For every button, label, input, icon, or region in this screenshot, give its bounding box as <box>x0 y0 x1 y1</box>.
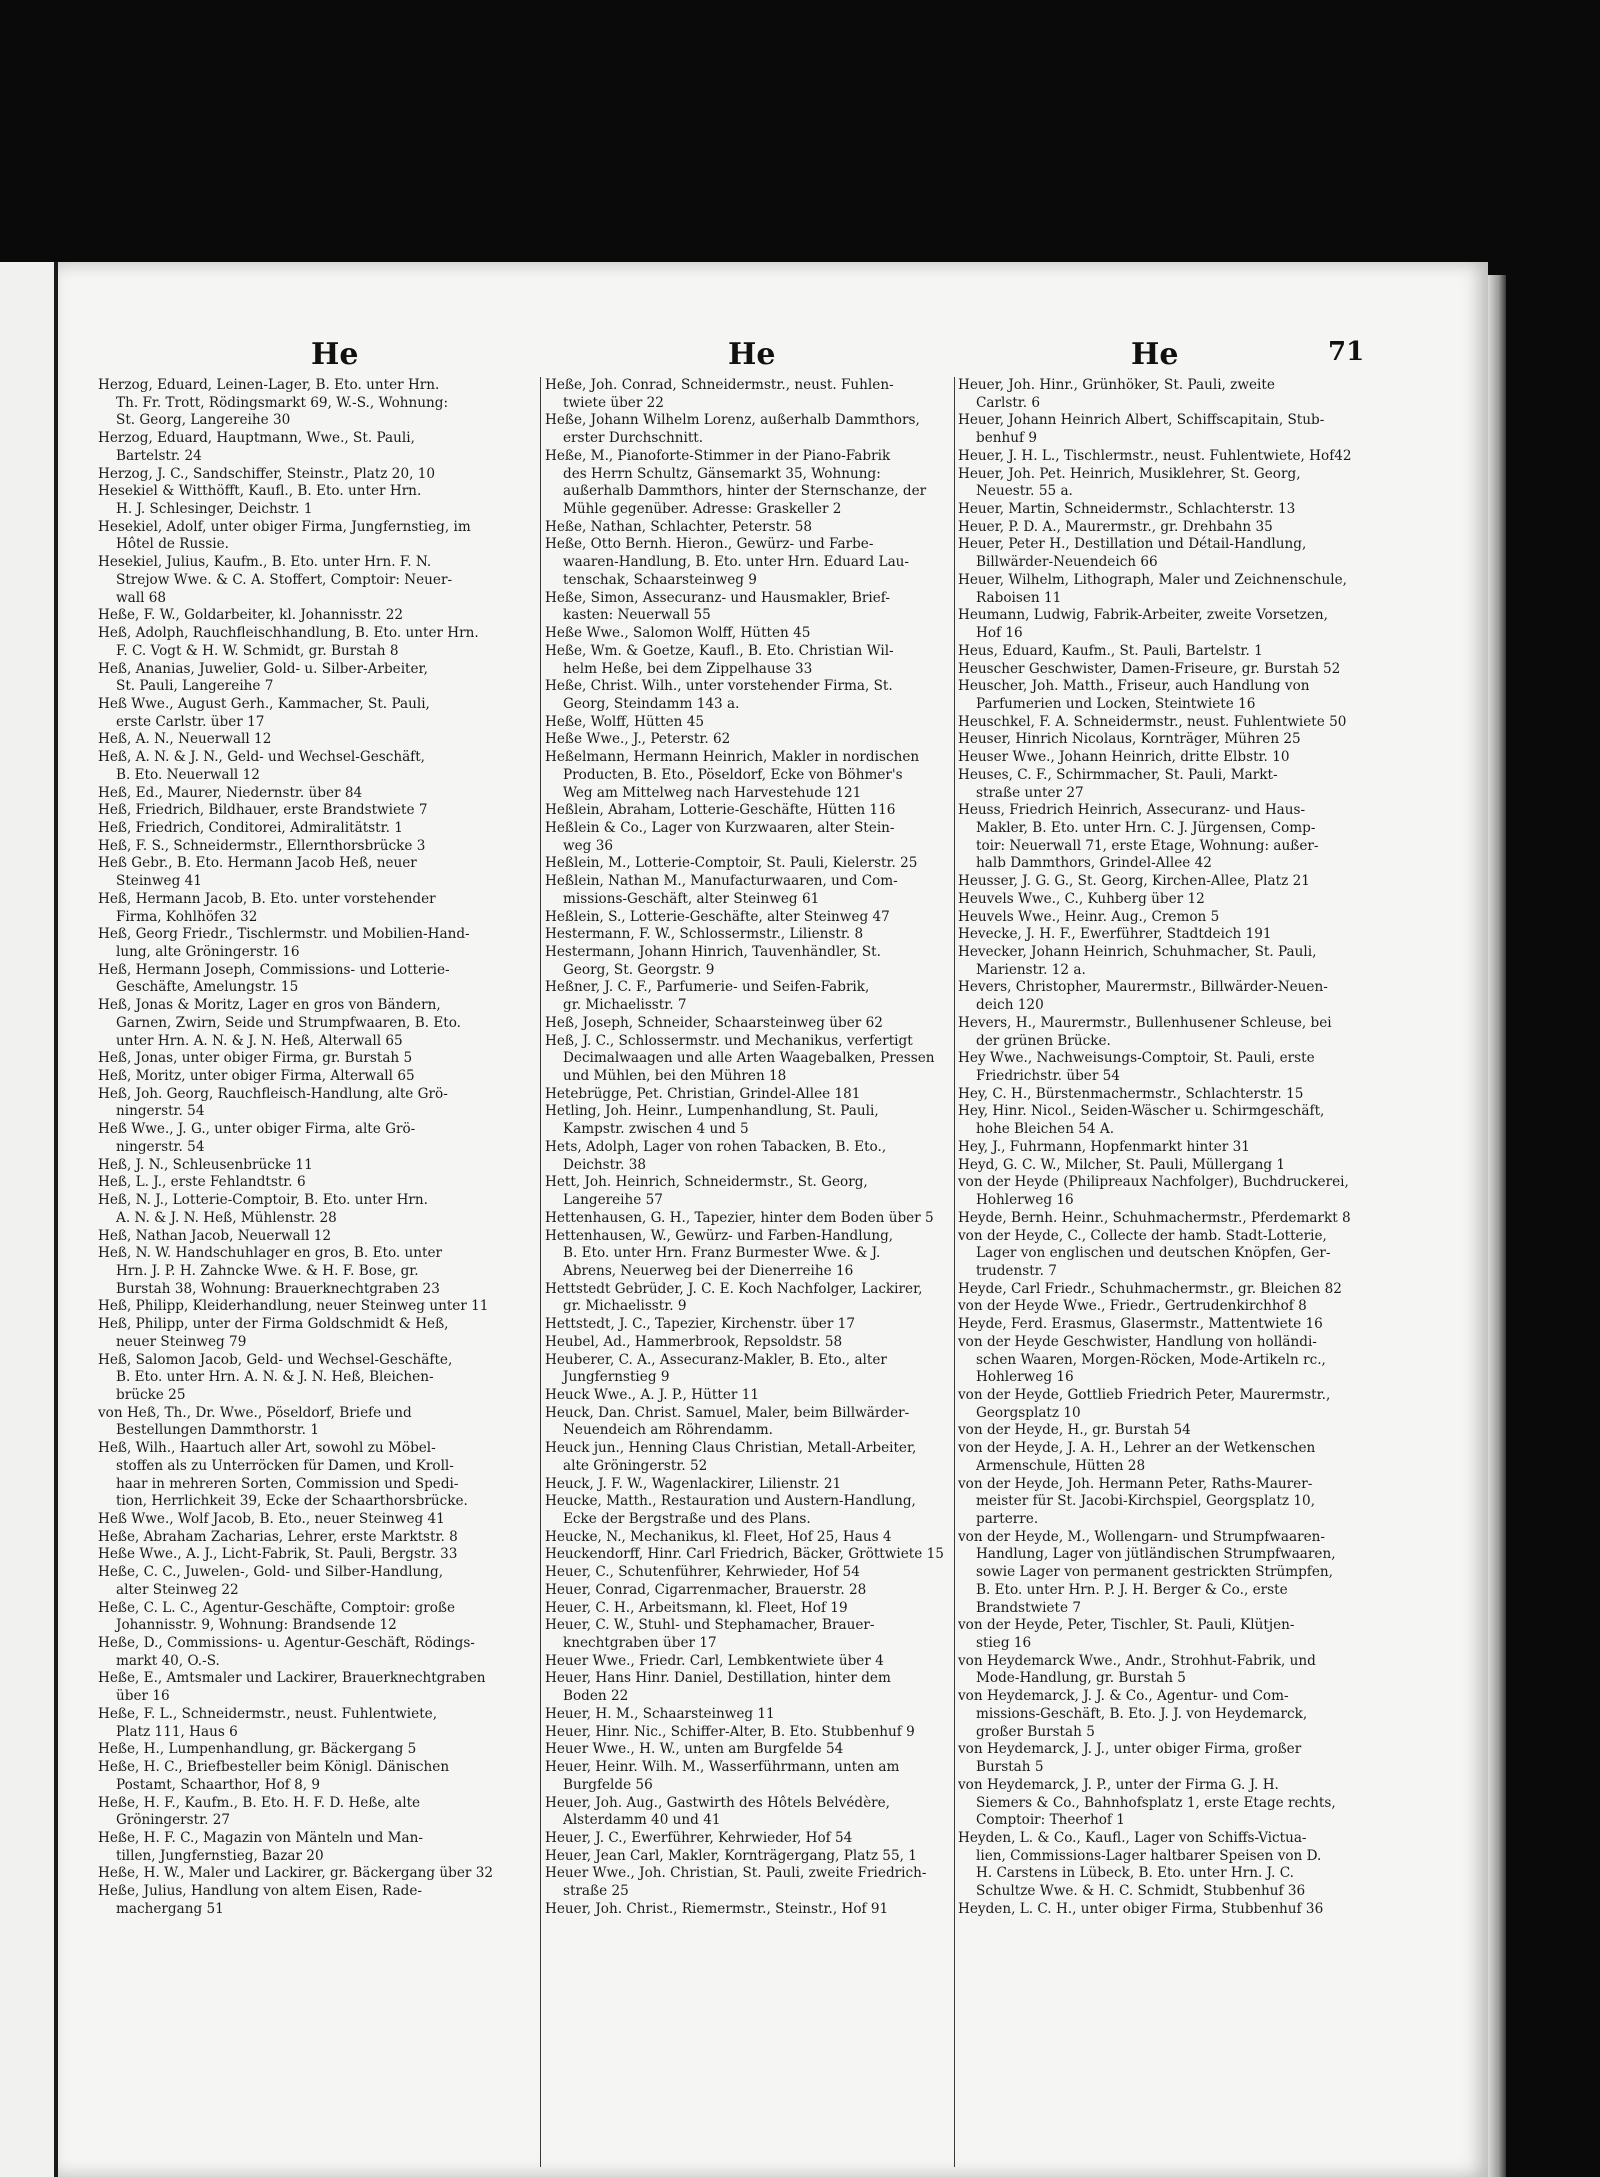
entry-continuation: ningerstr. 54 <box>116 1103 205 1120</box>
directory-entry: Heße, Wm. & Goetze, Kaufl., B. Eto. Christian Wil- <box>545 642 894 659</box>
directory-entry: Heß, A. N., Neuerwall 12 <box>98 731 272 748</box>
page-edge-shadow <box>1488 275 1506 2177</box>
directory-entry: Heuer Wwe., Joh. Christian, St. Pauli, zweite Friedrich- <box>545 1865 927 1882</box>
column-divider-1 <box>540 377 541 2167</box>
directory-entry: Hetebrügge, Pet. Christian, Grindel-Allee 181 <box>545 1085 861 1102</box>
directory-entry: Heuer, H. M., Schaarsteinweg 11 <box>545 1705 775 1722</box>
directory-entry: Heß, Friedrich, Conditorei, Admiralitätstr. 1 <box>98 819 403 836</box>
directory-entry: von der Heyde, C., Collecte der hamb. Stadt-Lotterie, <box>958 1227 1327 1244</box>
entry-continuation: trudenstr. 7 <box>976 1262 1057 1279</box>
entry-continuation: stoffen als zu Unterröcken für Damen, und Kroll- <box>116 1457 454 1474</box>
entry-continuation: Kampstr. zwischen 4 und 5 <box>563 1121 749 1138</box>
entry-continuation: B. Eto. Neuerwall 12 <box>116 766 260 783</box>
directory-entry: Heuer, P. D. A., Maurermstr., gr. Drehbahn 35 <box>958 518 1273 535</box>
directory-entry: Heuss, Friedrich Heinrich, Assecuranz- und Haus- <box>958 802 1306 819</box>
directory-entry: Heuer, Heinr. Wilh. M., Wasserführmann, unten am <box>545 1759 900 1776</box>
directory-entry: Heuer, Johann Heinrich Albert, Schiffscapitain, Stub- <box>958 412 1325 429</box>
header-right: He <box>1131 337 1179 372</box>
entry-continuation: und Mühlen, bei den Mühren 18 <box>563 1068 787 1085</box>
directory-entry: Heuer, C. H., Arbeitsmann, kl. Fleet, Hof 19 <box>545 1599 848 1616</box>
entry-continuation: sowie Lager von permanent gestrickten Strümpfen, <box>976 1564 1333 1581</box>
entry-continuation: Gröningerstr. 27 <box>116 1812 231 1829</box>
entry-continuation: schen Waaren, Morgen-Röcken, Mode-Artikeln rc., <box>976 1351 1326 1368</box>
column-divider-2 <box>954 377 955 2167</box>
directory-entry: Heuer, Joh. Aug., Gastwirth des Hôtels Belvédère, <box>545 1794 890 1811</box>
directory-entry: Hey, J., Fuhrmann, Hopfenmarkt hinter 31 <box>958 1138 1250 1155</box>
directory-entry: Hestermann, Johann Hinrich, Tauvenhändler, St. <box>545 944 881 960</box>
directory-entry: Heß, Friedrich, Bildhauer, erste Brandstwiete 7 <box>98 802 428 819</box>
directory-entry: Heßlein, Abraham, Lotterie-Geschäfte, Hütten 116 <box>545 802 896 819</box>
directory-entry: Heß Wwe., J. G., unter obiger Firma, alte Grö- <box>98 1121 416 1138</box>
directory-entry: Heße, C. L. C., Agentur-Geschäfte, Comptoir: große <box>98 1599 456 1616</box>
directory-entry: Heuschkel, F. A. Schneidermstr., neust. Fuhlentwiete 50 <box>958 713 1347 730</box>
directory-entry: Heuberer, C. A., Assecuranz-Makler, B. Eto., alter <box>545 1351 887 1368</box>
entry-continuation: Burstah 38, Wohnung: Brauerknechtgraben 23 <box>116 1280 440 1297</box>
entry-continuation: Garnen, Zwirn, Seide und Strumpfwaaren, B. Eto. <box>116 1014 462 1031</box>
entry-continuation: Firma, Kohlhöfen 32 <box>116 908 258 925</box>
directory-entry: Heße, Christ. Wilh., unter vorstehender Firma, St. <box>545 678 893 695</box>
entry-continuation: benhuf 9 <box>976 430 1038 447</box>
entry-continuation: lien, Commissions-Lager haltbarer Speisen von D. <box>976 1847 1322 1864</box>
entry-continuation: St. Pauli, Langereihe 7 <box>116 678 274 695</box>
entry-continuation: der grünen Brücke. <box>976 1032 1111 1049</box>
entry-continuation: gr. Michaelisstr. 7 <box>563 997 687 1014</box>
entry-continuation: wall 68 <box>116 589 167 606</box>
directory-entry: Heuer, Joh. Pet. Heinrich, Musiklehrer, St. Georg, <box>958 465 1301 482</box>
entry-continuation: Weg am Mittelweg nach Harvestehude 121 <box>563 784 862 801</box>
directory-entry: Heß, Joh. Georg, Rauchfleisch-Handlung, alte Grö- <box>98 1085 448 1102</box>
entry-continuation: Bestellungen Dammthorstr. 1 <box>116 1422 319 1439</box>
directory-entry: Hesekiel, Adolf, unter obiger Firma, Jungfernstieg, im <box>98 518 471 535</box>
entry-continuation: H. J. Schlesinger, Deichstr. 1 <box>116 501 313 518</box>
entry-continuation: Georg, Steindamm 143 a. <box>563 695 740 712</box>
entry-continuation: twiete über 22 <box>563 394 664 411</box>
page-number: 71 <box>1328 337 1365 367</box>
directory-entry: Heße, Wolff, Hütten 45 <box>545 713 705 730</box>
directory-entry: Heße, H., Lumpenhandlung, gr. Bäckergang 5 <box>98 1741 417 1758</box>
directory-entry: Heuer, Conrad, Cigarrenmacher, Brauerstr. 28 <box>545 1581 867 1598</box>
directory-entry: Heß, Jonas, unter obiger Firma, gr. Burstah 5 <box>98 1050 413 1067</box>
directory-entry: Heß, L. J., erste Fehlandtstr. 6 <box>98 1174 306 1191</box>
entry-continuation: Platz 111, Haus 6 <box>116 1723 238 1740</box>
directory-entry: Heuer, J. H. L., Tischlermstr., neust. Fuhlentwiete, Hof42 <box>958 447 1352 464</box>
directory-entry: Heyde, Carl Friedr., Schuhmachermstr., gr. Bleichen 82 <box>958 1280 1342 1297</box>
entry-continuation: alter Steinweg 22 <box>116 1581 239 1598</box>
directory-entry: Heuer, Joh. Hinr., Grünhöker, St. Pauli, zweite <box>958 377 1275 393</box>
directory-entry: Heße, Nathan, Schlachter, Peterstr. 58 <box>545 518 813 535</box>
directory-entry: Hets, Adolph, Lager von rohen Tabacken, B. Eto., <box>545 1138 887 1155</box>
directory-entry: Heucke, N., Mechanikus, kl. Fleet, Hof 25, Haus 4 <box>545 1528 892 1545</box>
directory-entry: Heße, F. W., Goldarbeiter, kl. Johannisstr. 22 <box>98 607 404 624</box>
directory-entry: Hettstedt Gebrüder, J. C. E. Koch Nachfolger, Lackirer, <box>545 1280 923 1297</box>
directory-entry: Heucke, Matth., Restauration und Austern-Handlung, <box>545 1493 916 1510</box>
entry-continuation: Steinweg 41 <box>116 873 202 890</box>
directory-entry: Heß, Georg Friedr., Tischlermstr. und Mobilien-Hand- <box>98 926 470 943</box>
column-2 <box>545 377 950 2167</box>
entry-continuation: Bartelstr. 24 <box>116 447 202 464</box>
directory-entry: Heße, H. F., Kaufm., B. Eto. H. F. D. Heße, alte <box>98 1794 421 1811</box>
entry-continuation: Raboisen 11 <box>976 589 1062 606</box>
entry-continuation: außerhalb Dammthors, hinter der Sternschanze, der <box>563 483 927 500</box>
column-3 <box>958 377 1388 2167</box>
directory-entry: Heuer, C., Schutenführer, Kehrwieder, Hof 54 <box>545 1564 860 1581</box>
directory-entry: Heßlein, Nathan M., Manufacturwaaren, und Com- <box>545 873 898 890</box>
directory-entry: Heßner, J. C. F., Parfumerie- und Seifen-Fabrik, <box>545 979 870 996</box>
entry-continuation: Mühle gegenüber. Adresse: Graskeller 2 <box>563 501 842 518</box>
directory-entry: von der Heyde, Joh. Hermann Peter, Raths-Maurer- <box>958 1475 1313 1492</box>
directory-entry: Heyden, L. & Co., Kaufl., Lager von Schiffs-Victua- <box>958 1829 1307 1846</box>
entry-continuation: Hôtel de Russie. <box>116 536 229 553</box>
directory-entry: Heß, Jonas & Moritz, Lager en gros von Bändern, <box>98 997 441 1014</box>
entry-continuation: Makler, B. Eto. unter Hrn. C. J. Jürgensen, Comp- <box>976 819 1316 836</box>
entry-continuation: Marienstr. 12 a. <box>976 961 1086 978</box>
directory-entry: Hevers, Christopher, Maurermstr., Billwärder-Neuen- <box>958 979 1328 996</box>
entry-continuation: Postamt, Schaarthor, Hof 8, 9 <box>116 1776 321 1793</box>
entry-continuation: Boden 22 <box>563 1688 629 1705</box>
entry-continuation: straße unter 27 <box>976 784 1084 801</box>
facing-page-edge <box>0 262 58 2177</box>
entry-continuation: Johannisstr. 9, Wohnung: Brandsende 12 <box>116 1617 397 1634</box>
entry-continuation: Siemers & Co., Bahnhofsplatz 1, erste Etage rechts, <box>976 1794 1336 1811</box>
directory-entry: Heßlein, S., Lotterie-Geschäfte, alter Steinweg 47 <box>545 908 890 925</box>
entry-continuation: Burstah 5 <box>976 1759 1044 1776</box>
directory-entry: Heße Wwe., J., Peterstr. 62 <box>545 731 731 748</box>
directory-entry: Heuscher Geschwister, Damen-Friseure, gr. Burstah 52 <box>958 660 1341 677</box>
entry-continuation: Producten, B. Eto., Pöseldorf, Ecke von Böhmer's <box>563 766 903 783</box>
directory-entry: Heyde, Ferd. Erasmus, Glasermstr., Mattentwiete 16 <box>958 1316 1323 1333</box>
directory-entry: Hett, Joh. Heinrich, Schneidermstr., St. Georg, <box>545 1174 868 1191</box>
entry-continuation: haar in mehreren Sorten, Commission und Spedi- <box>116 1475 459 1492</box>
directory-entry: von Heydemarck Wwe., Andr., Strohhut-Fabrik, und <box>958 1652 1316 1669</box>
directory-entry: Heße, E., Amtsmaler und Lackirer, Brauerknechtgraben <box>98 1670 486 1687</box>
entry-continuation: B. Eto. unter Hrn. P. J. H. Berger & Co., erste <box>976 1581 1288 1598</box>
directory-entry: Heße, Julius, Handlung von altem Eisen, Rade- <box>98 1883 423 1900</box>
entry-continuation: gr. Michaelisstr. 9 <box>563 1298 687 1315</box>
entry-continuation: Hof 16 <box>976 625 1023 642</box>
directory-entry: Heyd, G. C. W., Milcher, St. Pauli, Müllergang 1 <box>958 1156 1286 1173</box>
directory-entry: Hevecke, J. H. F., Ewerführer, Stadtdeich 191 <box>958 926 1272 943</box>
directory-entry: Herzog, Eduard, Leinen-Lager, B. Eto. unter Hrn. <box>98 377 440 393</box>
directory-entry: Hetling, Joh. Heinr., Lumpenhandlung, St. Pauli, <box>545 1103 879 1120</box>
entry-continuation: weg 36 <box>563 837 614 854</box>
directory-entry: Heß Wwe., August Gerh., Kammacher, St. Pauli, <box>98 695 430 712</box>
entry-continuation: Strejow Wwe. & C. A. Stoffert, Comptoir: Neuer- <box>116 571 453 588</box>
directory-entry: Heuer Wwe., Friedr. Carl, Lembkentwiete über 4 <box>545 1652 884 1669</box>
directory-entry: Heß, J. C., Schlossermstr. und Mechanikus, verfertigt <box>545 1032 913 1049</box>
directory-entry: Heßlein, M., Lotterie-Comptoir, St. Pauli, Kielerstr. 25 <box>545 855 918 872</box>
directory-entry: von der Heyde (Philipreaux Nachfolger), Buchdruckerei, <box>958 1174 1349 1191</box>
directory-entry: Heß Wwe., Wolf Jacob, B. Eto., neuer Steinweg 41 <box>98 1511 445 1527</box>
entry-continuation: St. Georg, Langereihe 30 <box>116 412 291 429</box>
directory-entry: Heuser, Hinrich Nicolaus, Kornträger, Mühren 25 <box>958 731 1301 748</box>
directory-entry: Heuser Wwe., Johann Heinrich, dritte Elbstr. 10 <box>958 749 1290 766</box>
directory-entry: Heß, Philipp, unter der Firma Goldschmidt & Heß, <box>98 1316 449 1333</box>
directory-entry: Heß Gebr., B. Eto. Hermann Jacob Heß, neuer <box>98 855 417 872</box>
entry-continuation: Mode-Handlung, gr. Burstah 5 <box>976 1670 1186 1687</box>
entry-continuation: Georgsplatz 10 <box>976 1404 1081 1421</box>
directory-entry: von Heydemarck, J. J., unter obiger Firma, großer <box>958 1741 1302 1758</box>
entry-continuation: toir: Neuerwall 71, erste Etage, Wohnung: außer- <box>976 837 1319 854</box>
directory-entry: Heß, N. W. Handschuhlager en gros, B. Eto. unter <box>98 1245 443 1262</box>
entry-continuation: hohe Bleichen 54 A. <box>976 1121 1115 1138</box>
directory-entry: von Heydemarck, J. P., unter der Firma G. J. H. <box>958 1776 1279 1793</box>
directory-entry: Hevecker, Johann Heinrich, Schuhmacher, St. Pauli, <box>958 944 1317 960</box>
directory-entry: Heuck Wwe., A. J. P., Hütter 11 <box>545 1386 759 1403</box>
directory-entry: Heuer, Martin, Schneidermstr., Schlachterstr. 13 <box>958 501 1296 518</box>
entry-continuation: Hrn. J. P. H. Zahncke Wwe. & H. F. Bose, gr. <box>116 1262 419 1279</box>
directory-entry: Heuck, Dan. Christ. Samuel, Maler, beim Billwärder- <box>545 1404 910 1421</box>
header-center: He <box>728 337 776 372</box>
directory-entry: Heuscher, Joh. Matth., Friseur, auch Handlung von <box>958 678 1310 695</box>
directory-entry: von der Heyde, Peter, Tischler, St. Pauli, Klütjen- <box>958 1617 1295 1634</box>
directory-entry: Hettstedt, J. C., Tapezier, Kirchenstr. über 17 <box>545 1316 855 1333</box>
column-1 <box>98 377 536 2167</box>
directory-entry: Heß, F. S., Schneidermstr., Ellernthorsbrücke 3 <box>98 837 426 854</box>
entry-continuation: deich 120 <box>976 997 1044 1014</box>
directory-entry: Heuses, C. F., Schirmmacher, St. Pauli, Markt- <box>958 766 1278 783</box>
entry-continuation: F. C. Vogt & H. W. Schmidt, gr. Burstah 8 <box>116 642 399 659</box>
entry-continuation: Hohlerweg 16 <box>976 1369 1074 1386</box>
directory-entry: Heß, N. J., Lotterie-Comptoir, B. Eto. unter Hrn. <box>98 1192 428 1209</box>
directory-entry: Hestermann, F. W., Schlossermstr., Lilienstr. 8 <box>545 926 864 943</box>
directory-entry: Hey Wwe., Nachweisungs-Comptoir, St. Pauli, erste <box>958 1050 1315 1067</box>
directory-entry: Heß, Moritz, unter obiger Firma, Alterwall 65 <box>98 1068 415 1085</box>
directory-entry: Heß, Joseph, Schneider, Schaarsteinweg über 62 <box>545 1014 883 1031</box>
directory-entry: Heuer, C. W., Stuhl- und Stephamacher, Brauer- <box>545 1617 875 1634</box>
entry-continuation: missions-Geschäft, B. Eto. J. J. von Heydemarck, <box>976 1705 1308 1722</box>
entry-continuation: über 16 <box>116 1688 170 1705</box>
directory-entry: Hesekiel & Witthöfft, Kaufl., B. Eto. unter Hrn. <box>98 483 422 500</box>
directory-entry: Herzog, Eduard, Hauptmann, Wwe., St. Pauli, <box>98 430 415 447</box>
entry-continuation: großer Burstah 5 <box>976 1723 1095 1740</box>
directory-entry: Heuer, J. C., Ewerführer, Kehrwieder, Hof 54 <box>545 1829 853 1846</box>
directory-entry: Heße, M., Pianoforte-Stimmer in der Piano-Fabrik <box>545 447 891 464</box>
entry-continuation: kasten: Neuerwall 55 <box>563 607 711 624</box>
directory-entry: Heubel, Ad., Hammerbrook, Repsoldstr. 58 <box>545 1333 843 1350</box>
directory-entry: Heße Wwe., Salomon Wolff, Hütten 45 <box>545 625 811 642</box>
directory-entry: von der Heyde Wwe., Friedr., Gertrudenkirchhof 8 <box>958 1298 1307 1315</box>
directory-entry: Heuer, Wilhelm, Lithograph, Maler und Zeichnenschule, <box>958 571 1347 588</box>
directory-entry: Heß, Adolph, Rauchfleischhandlung, B. Eto. unter Hrn. <box>98 625 479 642</box>
entry-continuation: stieg 16 <box>976 1635 1032 1652</box>
directory-entry: Heß, J. N., Schleusenbrücke 11 <box>98 1156 313 1173</box>
entry-continuation: Parfumerien und Locken, Steintwiete 16 <box>976 695 1256 712</box>
directory-entry: Hesekiel, Julius, Kaufm., B. Eto. unter Hrn. F. N. <box>98 554 432 571</box>
directory-entry: Heße, Simon, Assecuranz- und Hausmakler, Brief- <box>545 589 890 606</box>
entry-continuation: Lager von englischen und deutschen Knöpfen, Ger- <box>976 1245 1331 1262</box>
directory-entry: Heuer, Peter H., Destillation und Détail-Handlung, <box>958 536 1307 553</box>
directory-entry: Heuck jun., Henning Claus Christian, Metall-Arbeiter, <box>545 1440 917 1457</box>
directory-entry: Heß, Nathan Jacob, Neuerwall 12 <box>98 1227 332 1244</box>
entry-continuation: unter Hrn. A. N. & J. N. Heß, Alterwall 65 <box>116 1032 403 1049</box>
directory-entry: Heß, Wilh., Haartuch aller Art, sowohl zu Möbel- <box>98 1440 436 1457</box>
directory-entry: Heß, Ananias, Juwelier, Gold- u. Silber-Arbeiter, <box>98 660 428 677</box>
entry-continuation: Decimalwaagen und alle Arten Waagebalken, Pressen <box>563 1050 935 1067</box>
entry-continuation: Georg, St. Georgstr. 9 <box>563 961 715 978</box>
directory-entry: Heßelmann, Hermann Heinrich, Makler in nordischen <box>545 749 920 766</box>
entry-continuation: markt 40, O.-S. <box>116 1652 220 1669</box>
directory-entry: Heße, Joh. Conrad, Schneidermstr., neust. Fuhlen- <box>545 377 894 393</box>
directory-entry: Heß, Hermann Jacob, B. Eto. unter vorstehender <box>98 890 436 907</box>
entry-continuation: Hohlerweg 16 <box>976 1192 1074 1209</box>
entry-continuation: missions-Geschäft, alter Steinweg 61 <box>563 890 820 907</box>
directory-entry: Heß, A. N. & J. N., Geld- und Wechsel-Geschäft, <box>98 749 425 766</box>
directory-entry: Heuer, Hinr. Nic., Schiffer-Alter, B. Eto. Stubbenhuf 9 <box>545 1723 915 1740</box>
directory-entry: Heyde, Bernh. Heinr., Schuhmachermstr., Pferdemarkt 8 <box>958 1209 1351 1226</box>
directory-entry: Heyden, L. C. H., unter obiger Firma, Stubbenhuf 36 <box>958 1900 1324 1917</box>
directory-entry: Heße, H. W., Maler und Lackirer, gr. Bäckergang über 32 <box>98 1865 494 1882</box>
header-left: He <box>311 337 359 372</box>
entry-continuation: B. Eto. unter Hrn. A. N. & J. N. Heß, Bleichen- <box>116 1369 434 1386</box>
directory-entry: Heße, C. C., Juwelen-, Gold- und Silber-Handlung, <box>98 1564 444 1581</box>
entry-continuation: Comptoir: Theerhof 1 <box>976 1812 1125 1829</box>
entry-continuation: Ecke der Bergstraße und des Plans. <box>563 1511 811 1527</box>
directory-entry: Heß, Hermann Joseph, Commissions- und Lotterie- <box>98 961 450 978</box>
entry-continuation: Armenschule, Hütten 28 <box>976 1457 1146 1474</box>
entry-continuation: Friedrichstr. über 54 <box>976 1068 1120 1085</box>
directory-entry: Heße, Johann Wilhelm Lorenz, außerhalb Dammthors, <box>545 412 920 429</box>
directory-entry: Hevers, H., Maurermstr., Bullenhusener Schleuse, bei <box>958 1014 1332 1031</box>
directory-entry: von der Heyde, H., gr. Burstah 54 <box>958 1422 1191 1439</box>
entry-continuation: Abrens, Neuerweg bei der Dienerreihe 16 <box>563 1262 854 1279</box>
entry-continuation: alte Gröningerstr. 52 <box>563 1457 708 1474</box>
entry-continuation: lung, alte Gröningerstr. 16 <box>116 944 300 960</box>
entry-continuation: parterre. <box>976 1511 1039 1527</box>
entry-continuation: Brandstwiete 7 <box>976 1599 1081 1616</box>
directory-entry: Heße, D., Commissions- u. Agentur-Geschäft, Rödings- <box>98 1635 475 1652</box>
entry-continuation: Handlung, Lager von jütländischen Strumpfwaaren, <box>976 1546 1336 1563</box>
entry-continuation: halb Dammthors, Grindel-Allee 42 <box>976 855 1212 872</box>
directory-entry: Heßlein & Co., Lager von Kurzwaaren, alter Stein- <box>545 819 895 836</box>
directory-entry: Heuck, J. F. W., Wagenlackirer, Lilienstr. 21 <box>545 1475 842 1492</box>
entry-continuation: ningerstr. 54 <box>116 1138 205 1155</box>
entry-continuation: neuer Steinweg 79 <box>116 1333 247 1350</box>
entry-continuation: knechtgraben über 17 <box>563 1635 717 1652</box>
entry-continuation: Schultze Wwe. & H. C. Schmidt, Stubbenhuf 36 <box>976 1883 1306 1900</box>
entry-continuation: H. Carstens in Lübeck, B. Eto. unter Hrn. J. C. <box>976 1865 1294 1882</box>
directory-entry: Heße, Abraham Zacharias, Lehrer, erste Marktstr. 8 <box>98 1528 458 1545</box>
directory-entry: Hettenhausen, W., Gewürz- und Farben-Handlung, <box>545 1227 894 1244</box>
directory-entry: Heuvels Wwe., Heinr. Aug., Cremon 5 <box>958 908 1220 925</box>
entry-continuation: B. Eto. unter Hrn. Franz Burmester Wwe. & J. <box>563 1245 881 1262</box>
entry-continuation: Burgfelde 56 <box>563 1776 653 1793</box>
directory-entry: Hey, Hinr. Nicol., Seiden-Wäscher u. Schirmgeschäft, <box>958 1103 1325 1120</box>
directory-entry: von der Heyde Geschwister, Handlung von holländi- <box>958 1333 1317 1350</box>
entry-continuation: machergang 51 <box>116 1900 224 1917</box>
entry-continuation: meister für St. Jacobi-Kirchspiel, Georgsplatz 10, <box>976 1493 1316 1510</box>
directory-entry: Heuer, Hans Hinr. Daniel, Destillation, hinter dem <box>545 1670 891 1687</box>
directory-entry: Heße, H. F. C., Magazin von Mänteln und Man- <box>98 1829 423 1846</box>
entry-continuation: des Herrn Schultz, Gänsemarkt 35, Wohnung: <box>563 465 881 482</box>
entry-continuation: Langereihe 57 <box>563 1192 663 1209</box>
entry-continuation: Geschäfte, Amelungstr. 15 <box>116 979 299 996</box>
directory-entry: von der Heyde, Gottlieb Friedrich Peter, Maurermstr., <box>958 1386 1331 1403</box>
directory-entry: von der Heyde, M., Wollengarn- und Strumpfwaaren- <box>958 1528 1325 1545</box>
entry-continuation: straße 25 <box>563 1883 629 1900</box>
entry-continuation: Th. Fr. Trott, Rödingsmarkt 69, W.-S., Wohnung: <box>116 394 449 411</box>
directory-entry: Heuer, Jean Carl, Makler, Kornträgergang, Platz 55, 1 <box>545 1847 917 1864</box>
directory-entry: Heß, Ed., Maurer, Niedernstr. über 84 <box>98 784 363 801</box>
entry-continuation: tenschak, Schaarsteinweg 9 <box>563 571 757 588</box>
entry-continuation: A. N. & J. N. Heß, Mühlenstr. 28 <box>116 1209 337 1226</box>
directory-entry: von der Heyde, J. A. H., Lehrer an der Wetkenschen <box>958 1440 1316 1457</box>
entry-continuation: erste Carlstr. über 17 <box>116 713 265 730</box>
directory-entry: Herzog, J. C., Sandschiffer, Steinstr., Platz 20, 10 <box>98 465 436 482</box>
entry-continuation: Billwärder-Neuendeich 66 <box>976 554 1158 571</box>
entry-continuation: Jungfernstieg 9 <box>563 1369 670 1386</box>
directory-entry: Heß, Philipp, Kleiderhandlung, neuer Steinweg unter 11 <box>98 1298 489 1315</box>
directory-entry: Heuckendorff, Hinr. Carl Friedrich, Bäcker, Gröttwiete 15 <box>545 1546 944 1563</box>
directory-entry: Heße, F. L., Schneidermstr., neust. Fuhlentwiete, <box>98 1705 438 1722</box>
entry-continuation: Carlstr. 6 <box>976 394 1041 411</box>
directory-entry: Heumann, Ludwig, Fabrik-Arbeiter, zweite Vorsetzen, <box>958 607 1328 624</box>
entry-continuation: Neuestr. 55 a. <box>976 483 1073 500</box>
directory-entry: Heuer, Joh. Christ., Riemermstr., Steinstr., Hof 91 <box>545 1900 889 1917</box>
directory-entry: Heuvels Wwe., C., Kuhberg über 12 <box>958 890 1205 907</box>
entry-continuation: helm Heße, bei dem Zippelhause 33 <box>563 660 813 677</box>
directory-entry: Heße Wwe., A. J., Licht-Fabrik, St. Pauli, Bergstr. 33 <box>98 1546 458 1563</box>
directory-entry: von Heydemarck, J. J. & Co., Agentur- und Com- <box>958 1688 1289 1705</box>
entry-continuation: waaren-Handlung, B. Eto. unter Hrn. Eduard Lau- <box>563 554 910 571</box>
directory-entry: von Heß, Th., Dr. Wwe., Pöseldorf, Briefe und <box>98 1404 412 1421</box>
directory-entry: Hey, C. H., Bürstenmachermstr., Schlachterstr. 15 <box>958 1085 1304 1102</box>
entry-continuation: tion, Herrlichkeit 39, Ecke der Schaarthorsbrücke. <box>116 1493 468 1510</box>
directory-entry: Heuer Wwe., H. W., unten am Burgfelde 54 <box>545 1741 844 1758</box>
directory-entry: Heusser, J. G. G., St. Georg, Kirchen-Allee, Platz 21 <box>958 873 1310 890</box>
entry-continuation: brücke 25 <box>116 1386 186 1403</box>
directory-entry: Heus, Eduard, Kaufm., St. Pauli, Bartelstr. 1 <box>958 642 1263 659</box>
directory-entry: Heß, Salomon Jacob, Geld- und Wechsel-Geschäfte, <box>98 1351 453 1368</box>
directory-entry: Hettenhausen, G. H., Tapezier, hinter dem Boden über 5 <box>545 1209 934 1226</box>
directory-entry: Heße, H. C., Briefbesteller beim Königl. Dänischen <box>98 1759 450 1776</box>
entry-continuation: Deichstr. 38 <box>563 1156 647 1173</box>
entry-continuation: Alsterdamm 40 und 41 <box>563 1812 721 1829</box>
directory-page <box>58 262 1488 2177</box>
entry-continuation: tillen, Jungfernstieg, Bazar 20 <box>116 1847 324 1864</box>
directory-entry: Heße, Otto Bernh. Hieron., Gewürz- und Farbe- <box>545 536 874 553</box>
entry-continuation: Neuendeich am Röhrendamm. <box>563 1422 773 1439</box>
entry-continuation: erster Durchschnitt. <box>563 430 704 447</box>
